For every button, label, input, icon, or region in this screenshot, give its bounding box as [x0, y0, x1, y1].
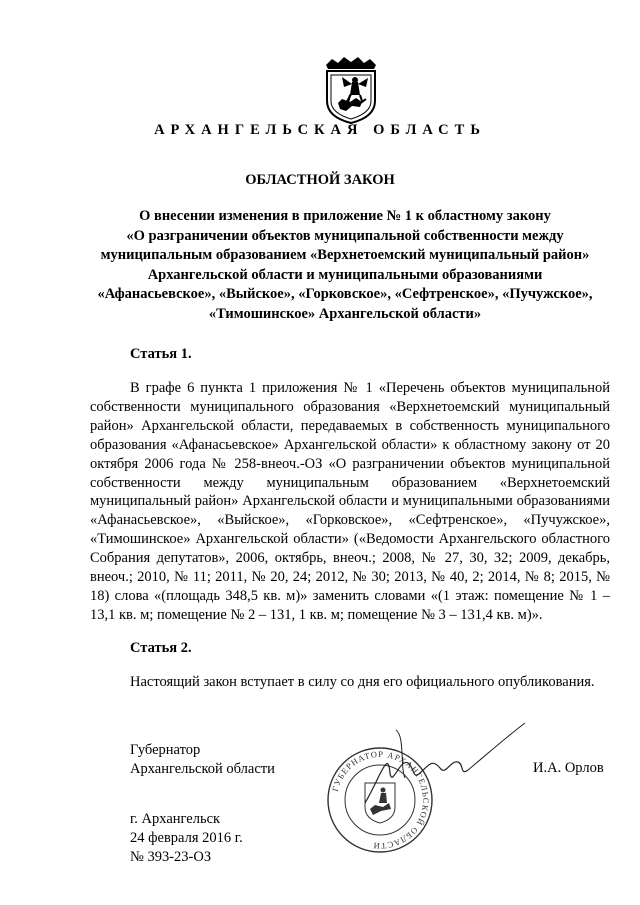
seal-text: ГУБЕРНАТОР АРХАНГЕЛЬСКОЙ ОБЛАСТИ	[329, 748, 432, 852]
footer-number: № 393-23-ОЗ	[130, 849, 212, 865]
article-2-heading: Статья 2.	[130, 640, 192, 656]
article-1-text: В графе 6 пункта 1 приложения № 1 «Перечень объектов муниципальной собственности муниципального образования «Верхнетоемский муниципальный район» Архангельской области, передаваемых в собственность муниципального образования «Афанасьевское» Архангельской области» к областному закону от 20 октября 2006 года № 258-внеоч.-ОЗ «О разграничении объектов муниципальной собственности между муниципальным образованием «Верхнетоемский муниципальный район» Архангельской области и муниципальными образованиями «Афанасьевское», «Выйское», «Горковское», «Сефтренское», «Пучужское», «Тимошинское» Архангельской области» («Ведомости Архангельского областного Собрания депутатов», 2006, октябрь, внеоч.; 2008, № 27, 30, 32; 2009, декабрь, внеоч.; 2010, № 11; 2011, № 20, 24; 2012, № 30; 2013, № 40, 2; 2014, № 8; 2015, № 18) слова «(площадь 348,5 кв. м)» заменить словами «(1 этаж: помещение № 1 – 13,1 кв. м; помещение № 2 – 131, 1 кв. м; помещение № 3 – 131,4 кв. м)».	[90, 380, 610, 623]
footer-date: 24 февраля 2016 г.	[130, 830, 243, 846]
signatory-position-line: Архангельской области	[130, 761, 275, 777]
signatory-name: И.А. Орлов	[533, 760, 604, 776]
handwritten-signature-icon	[360, 718, 530, 808]
law-title-line: «Афанасьевское», «Выйское», «Горковское», «Сефтренское», «Пучужское»,	[97, 286, 593, 302]
law-footer	[130, 810, 243, 867]
signatory-position-line: Губернатор	[130, 742, 201, 758]
article-1-heading: Статья 1.	[130, 346, 192, 362]
law-type: ОБЛАСТНОЙ ЗАКОН	[245, 172, 395, 188]
law-title-line: муниципальным образованием «Верхнетоемский муниципальный район»	[100, 247, 590, 263]
footer-city: г. Архангельск	[130, 811, 221, 827]
law-title-line: «Тимошинское» Архангельской области»	[208, 305, 482, 322]
signatory-position	[130, 741, 275, 779]
law-title-line: «О разграничении объектов муниципальной собственности между	[126, 227, 564, 244]
law-title	[80, 207, 610, 324]
law-title-line: О внесении изменения в приложение № 1 к областному закону	[139, 208, 551, 224]
article-2-text: Настоящий закон вступает в силу со дня его официального опубликования.	[130, 674, 595, 690]
arkhangelsk-coat-of-arms-icon	[322, 55, 380, 125]
law-title-line: Архангельской области и муниципальными образованиями	[147, 266, 543, 283]
region-name: АРХАНГЕЛЬСКАЯ ОБЛАСТЬ	[154, 122, 486, 138]
